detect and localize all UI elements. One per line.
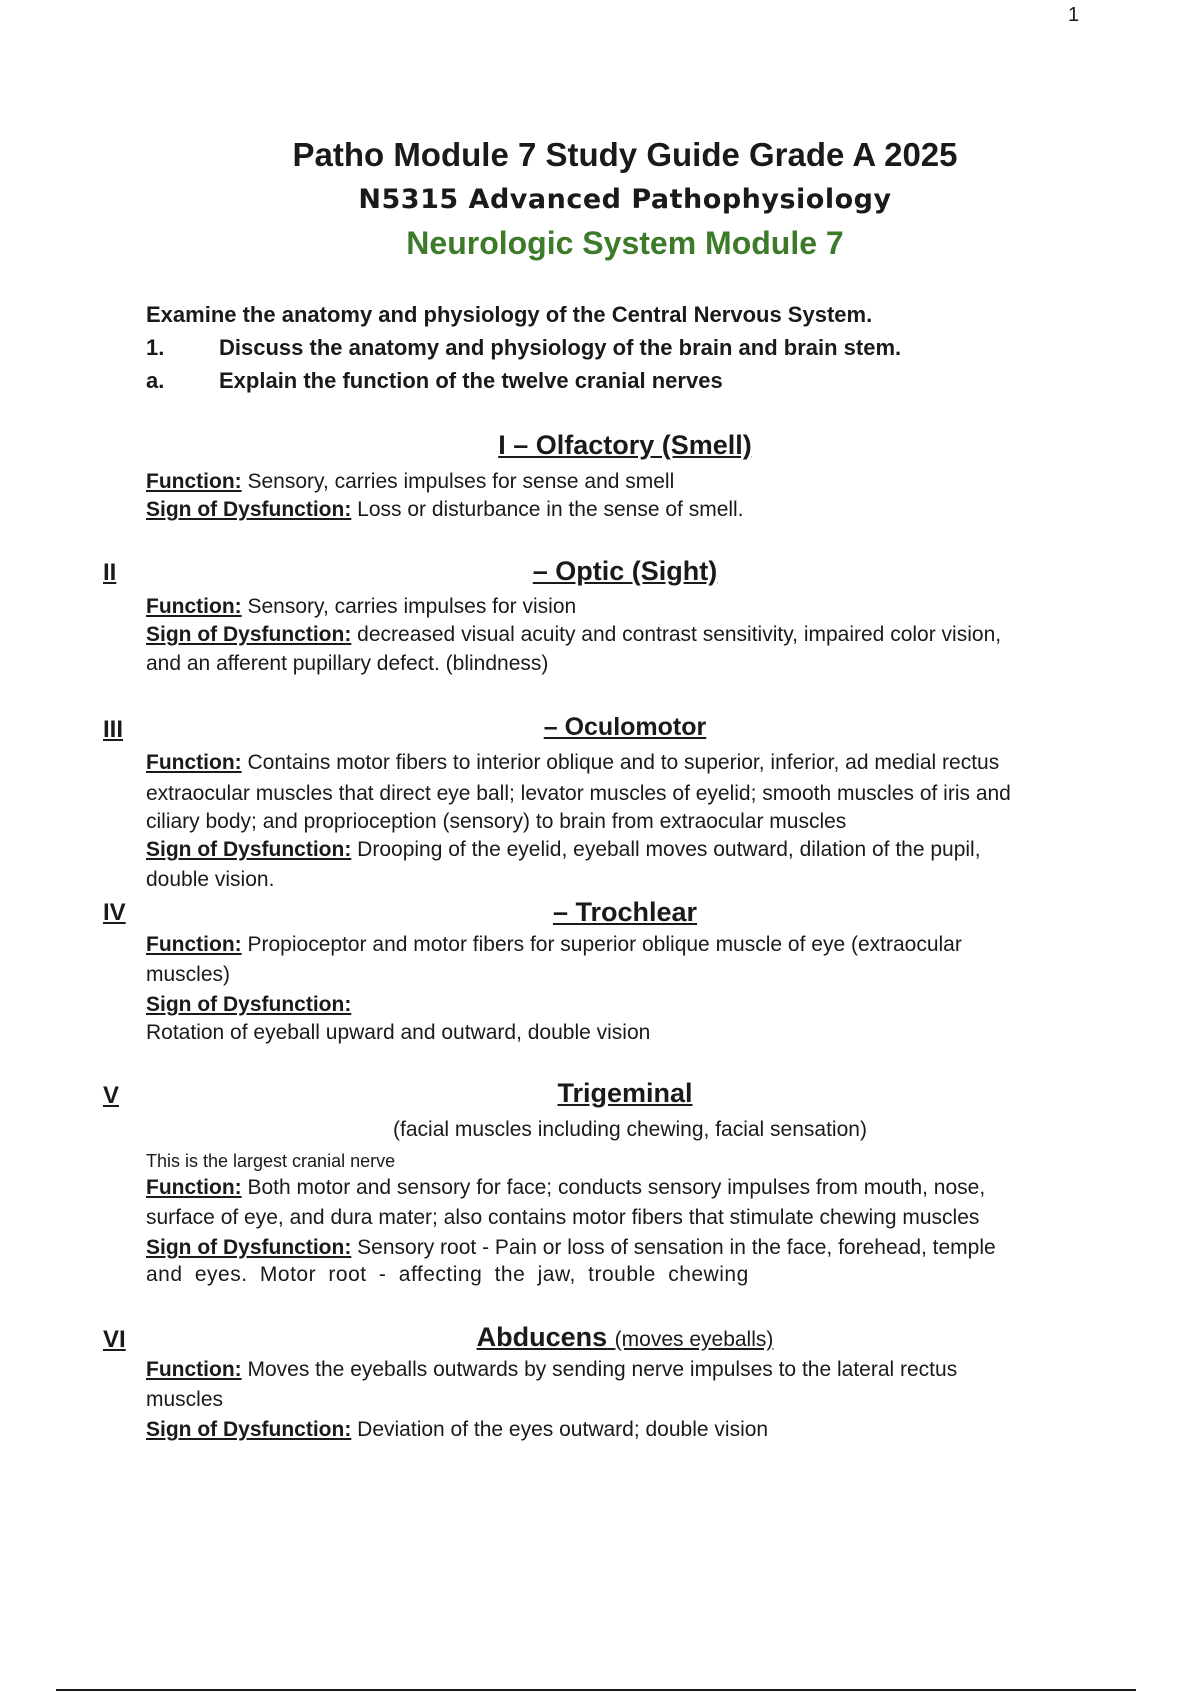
document-title: Patho Module 7 Study Guide Grade A 2025 [292, 136, 958, 173]
trigeminal-function [146, 1173, 1066, 1203]
roman-numeral-vi: VI [103, 1326, 126, 1353]
oculomotor-function-cont: ciliary body; and proprioception (sensory) to brain from extraocular muscles [146, 810, 847, 833]
function-label: Function: [146, 933, 242, 956]
function-text: Moves the eyeballs outwards by sending nerve impulses to the lateral rectus [247, 1358, 958, 1381]
trochlear-dysfunction: Rotation of eyeball upward and outward, double vision [146, 1021, 651, 1044]
list-item-text: Explain the function of the twelve cranial nerves [219, 368, 723, 393]
roman-numeral-ii: II [103, 559, 117, 586]
dysfunction-label: Sign of Dysfunction: [146, 1236, 352, 1259]
function-text: Both motor and sensory for face; conducts sensory impulses from mouth, nose, [247, 1176, 986, 1199]
module-title: Neurologic System Module 7 [406, 225, 844, 261]
abducens-note: (moves eyeballs) [614, 1328, 774, 1351]
nerve-heading-olfactory: I – Olfactory (Smell) [498, 430, 752, 460]
footer-divider [56, 1689, 1136, 1691]
function-text: Sensory, carries impulses for vision [247, 595, 577, 618]
function-label: Function: [146, 751, 242, 774]
olfactory-dysfunction [146, 495, 1066, 525]
dysfunction-label: Sign of Dysfunction: [146, 498, 352, 521]
roman-numeral-v: V [103, 1082, 120, 1109]
abducens-function [146, 1355, 1066, 1385]
list-item-a [146, 368, 723, 394]
abducens-dysfunction [146, 1415, 1066, 1445]
trochlear-dysfunction-label [146, 990, 1066, 1020]
oculomotor-function [146, 748, 1066, 778]
nerve-heading-abducens [0, 1322, 1200, 1353]
objective-text: Examine the anatomy and physiology of the Central Nervous System. [146, 302, 873, 327]
function-label: Function: [146, 470, 242, 493]
abducens-function-cont: muscles [146, 1388, 224, 1411]
olfactory-function [146, 467, 1066, 497]
function-text: Propioceptor and motor fibers for superior oblique muscle of eye (extraocular [247, 933, 962, 956]
optic-dysfunction [146, 620, 1066, 650]
oculomotor-dysfunction-cont: double vision. [146, 868, 275, 891]
dysfunction-text: Sensory root - Pain or loss of sensation in the face, forehead, temple [357, 1236, 996, 1259]
function-text: Sensory, carries impulses for sense and smell [247, 470, 675, 493]
learning-objective [146, 302, 872, 328]
optic-function [146, 592, 1066, 622]
dysfunction-label: Sign of Dysfunction: [146, 623, 352, 646]
dysfunction-text: Loss or disturbance in the sense of smell. [357, 498, 744, 521]
function-label: Function: [146, 595, 242, 618]
dysfunction-label: Sign of Dysfunction: [146, 838, 352, 861]
trochlear-function [146, 930, 1066, 960]
list-item-text: Discuss the anatomy and physiology of the brain and brain stem. [219, 335, 902, 360]
dysfunction-text: decreased visual acuity and contrast sensitivity, impaired color vision, [357, 623, 1002, 646]
nerve-heading-trochlear: – Trochlear [552, 897, 698, 927]
dysfunction-text: Deviation of the eyes outward; double vision [357, 1418, 769, 1441]
dysfunction-label: Sign of Dysfunction: [146, 1418, 352, 1441]
nerve-heading-trigeminal: Trigeminal [557, 1078, 693, 1108]
trigeminal-dysfunction [146, 1233, 1066, 1263]
roman-numeral-iii: III [103, 716, 124, 743]
oculomotor-function-cont: extraocular muscles that direct eye ball; levator muscles of eyelid; smooth muscles of iris and [146, 782, 1011, 805]
function-label: Function: [146, 1358, 242, 1381]
dysfunction-text: Drooping of the eyelid, eyeball moves outward, dilation of the pupil, [357, 838, 981, 861]
optic-dysfunction-cont: and an afferent pupillary defect. (blindness) [146, 652, 549, 675]
list-marker: 1. [146, 335, 165, 360]
trigeminal-function-cont: surface of eye, and dura mater; also contains motor fibers that stimulate chewing muscles [146, 1206, 980, 1229]
trigeminal-note: This is the largest cranial nerve [146, 1151, 396, 1171]
function-label: Function: [146, 1176, 242, 1199]
list-item-1 [146, 335, 901, 361]
nerve-heading-oculomotor: – Oculomotor [543, 713, 707, 741]
list-marker: a. [146, 368, 165, 393]
oculomotor-dysfunction [146, 835, 1066, 865]
nerve-heading-optic: – Optic (Sight) [532, 556, 718, 586]
dysfunction-label: Sign of Dysfunction: [146, 993, 352, 1016]
function-text: Contains motor fibers to interior oblique and to superior, inferior, ad medial rectus [247, 751, 1000, 774]
page-number: 1 [1068, 4, 1080, 26]
trochlear-function-cont: muscles) [146, 963, 231, 986]
abducens-title: Abducens [476, 1322, 608, 1352]
trigeminal-dysfunction-cont: and eyes. Motor root - affecting the jaw, trouble chewing [146, 1263, 749, 1286]
trigeminal-subtitle: (facial muscles including chewing, facial sensation) [393, 1118, 867, 1141]
roman-numeral-iv: IV [103, 899, 126, 926]
course-title: N5315 Advanced Pathophysiology [358, 184, 892, 215]
